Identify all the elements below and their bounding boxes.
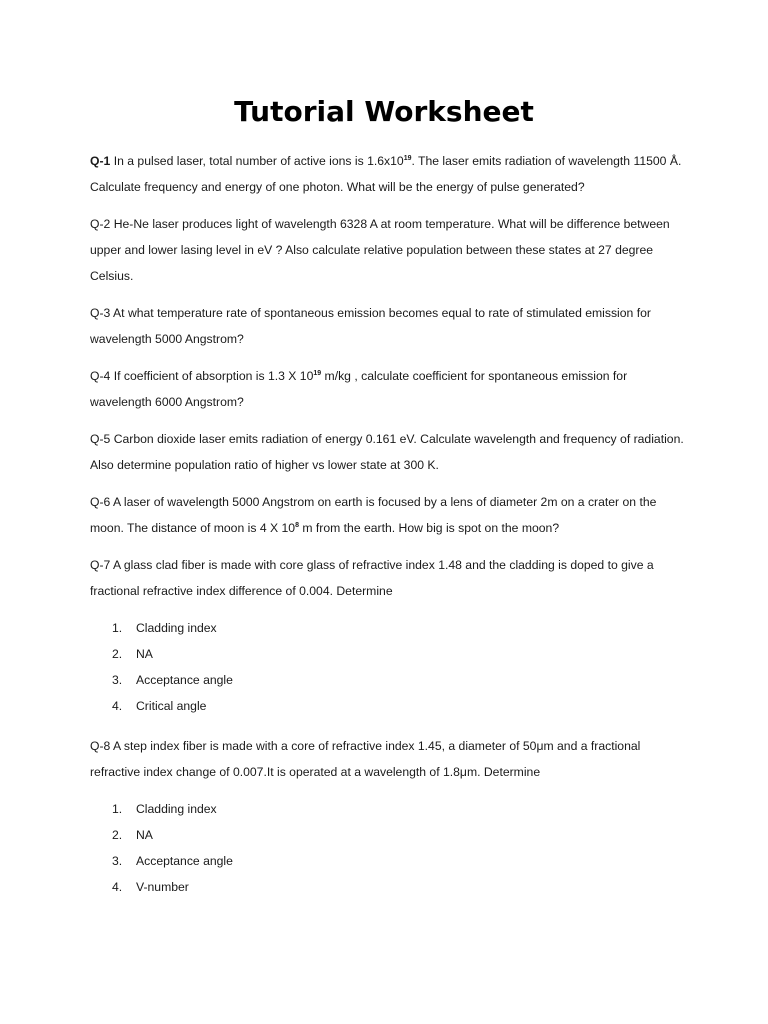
question-text: A step index fiber is made with a core of refractive index 1.45, a diameter of 50μm and a fractional refractive index change of 0.007.It is operated at a wavelength of 1.8μm. Determine bbox=[90, 739, 641, 779]
list-item bbox=[112, 848, 690, 874]
question-text: At what temperature rate of spontaneous emission becomes equal to rate of stimulated emission for wavelength 5000 Angstrom? bbox=[90, 306, 651, 346]
list-item-number: 1. bbox=[112, 621, 123, 635]
list-item-number: 3. bbox=[112, 673, 123, 687]
question-label: Q-4 bbox=[90, 369, 111, 383]
superscript: 19 bbox=[403, 154, 412, 162]
question-text: Carbon dioxide laser emits radiation of energy 0.161 eV. Calculate wavelength and frequency of radiation. Also determine population ratio of higher vs lower state at 300 K. bbox=[90, 432, 684, 472]
subquestion-list bbox=[90, 615, 690, 719]
question-1 bbox=[90, 148, 690, 200]
list-item bbox=[112, 615, 690, 641]
superscript: 8 bbox=[295, 521, 299, 529]
question-5 bbox=[90, 426, 690, 478]
list-item bbox=[112, 667, 690, 693]
question-text: A laser of wavelength 5000 Angstrom on earth is focused by a lens of diameter 2m on a crater on the moon. The distance of moon is 4 X 10 bbox=[90, 495, 657, 535]
question-3 bbox=[90, 300, 690, 352]
question-label: Q-2 bbox=[90, 217, 111, 231]
list-item-text: V-number bbox=[136, 880, 189, 894]
question-text: A glass clad fiber is made with core glass of refractive index 1.48 and the cladding is doped to give a fractional refractive index difference of 0.004. Determine bbox=[90, 558, 654, 598]
question-text: If coefficient of absorption is 1.3 X 10 bbox=[113, 369, 314, 383]
list-item-number: 1. bbox=[112, 802, 123, 816]
questions-container bbox=[90, 148, 690, 914]
question-label: Q-5 bbox=[90, 432, 111, 446]
question-label: Q-7 bbox=[90, 558, 111, 572]
list-item bbox=[112, 874, 690, 900]
question-7 bbox=[90, 552, 690, 604]
superscript: 19 bbox=[313, 369, 322, 377]
list-item bbox=[112, 796, 690, 822]
question-text: m from the earth. How big is spot on the moon? bbox=[298, 521, 560, 535]
subquestion-list bbox=[90, 796, 690, 900]
question-2 bbox=[90, 211, 690, 289]
list-item-text: Critical angle bbox=[136, 699, 207, 713]
question-text: . The laser emits radiation of wavelength 11500 Å. Calculate frequency and energy of one photon. What will be the energy of pulse generated? bbox=[90, 154, 682, 194]
list-item-text: NA bbox=[136, 828, 153, 842]
list-item-number: 4. bbox=[112, 880, 123, 894]
list-item-text: Cladding index bbox=[136, 621, 217, 635]
question-6 bbox=[90, 489, 690, 541]
question-4 bbox=[90, 363, 690, 415]
list-item-text: Cladding index bbox=[136, 802, 217, 816]
list-item-text: NA bbox=[136, 647, 153, 661]
list-item bbox=[112, 822, 690, 848]
question-label: Q-3 bbox=[90, 306, 111, 320]
question-text: m/kg , calculate coefficient for spontaneous emission for wavelength 6000 Angstrom? bbox=[90, 369, 628, 409]
list-item-number: 4. bbox=[112, 699, 123, 713]
list-item-number: 3. bbox=[112, 854, 123, 868]
list-item-text: Acceptance angle bbox=[136, 854, 233, 868]
list-item-number: 2. bbox=[112, 647, 123, 661]
list-item bbox=[112, 693, 690, 719]
question-text: He-Ne laser produces light of wavelength 6328 A at room temperature. What will be difference between upper and lower lasing level in eV ? Also calculate relative population between these states at 27 degree Celsius. bbox=[90, 217, 670, 283]
list-item-number: 2. bbox=[112, 828, 123, 842]
question-text: In a pulsed laser, total number of active ions is 1.6x10 bbox=[113, 154, 404, 168]
page-title: Tutorial Worksheet bbox=[234, 95, 534, 128]
question-label: Q-1 bbox=[90, 154, 111, 168]
list-item bbox=[112, 641, 690, 667]
list-item-text: Acceptance angle bbox=[136, 673, 233, 687]
question-label: Q-8 bbox=[90, 739, 111, 753]
question-label: Q-6 bbox=[90, 495, 111, 509]
question-8 bbox=[90, 733, 690, 785]
